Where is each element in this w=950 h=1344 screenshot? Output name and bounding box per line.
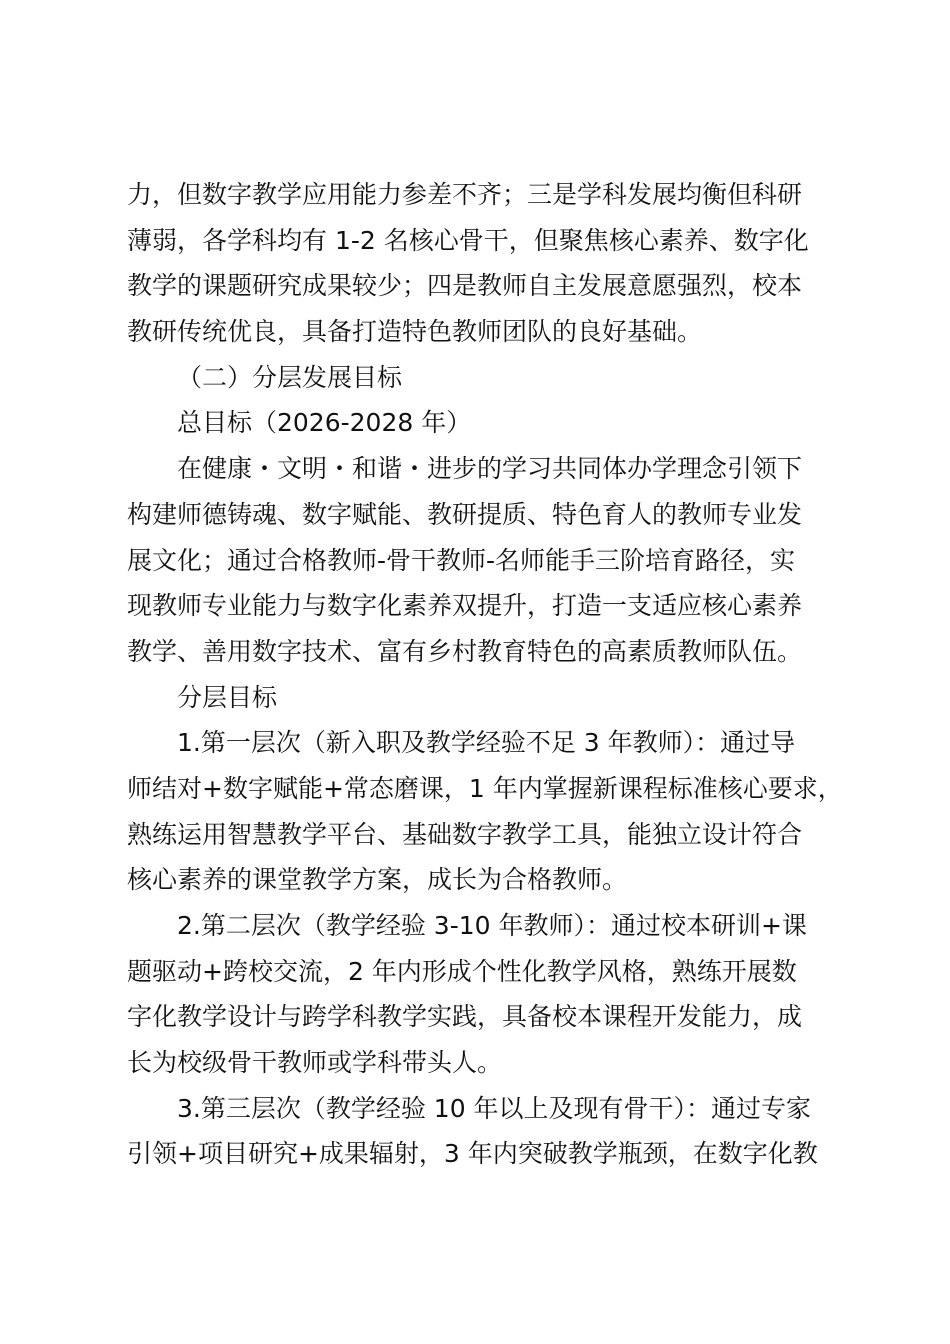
text-line: 3.第三层次（教学经验 10 年以上及现有骨干）：通过专家 — [177, 1093, 812, 1123]
text-line: 题驱动+跨校交流，2 年内形成个性化教学风格，熟练开展数 — [127, 956, 797, 986]
text-line: （二）分层发展目标 — [177, 362, 403, 392]
text-line: 薄弱，各学科均有 1-2 名核心骨干，但聚焦核心素养、数字化 — [127, 225, 809, 255]
text-line: 长为校级骨干教师或学科带头人。 — [127, 1048, 503, 1078]
text-line: 现教师专业能力与数字化素养双提升，打造一支适应核心素养 — [127, 591, 803, 621]
text-line: 1.第一层次（新入职及教学经验不足 3 年教师）：通过导 — [177, 728, 796, 758]
text-line: 分层目标 — [177, 682, 278, 712]
text-line: 总目标（2026-2028 年） — [177, 408, 472, 438]
text-line: 教研传统优良，具备打造特色教师团队的良好基础。 — [127, 317, 703, 347]
text-line: 教学的课题研究成果较少；四是教师自主发展意愿强烈，校本 — [127, 271, 803, 301]
text-line: 熟练运用智慧教学平台、基础数字教学工具，能独立设计符合 — [127, 819, 803, 849]
text-line: 字化教学设计与跨学科教学实践，具备校本课程开发能力，成 — [127, 1002, 803, 1032]
text-line: 在健康・文明・和谐・进步的学习共同体办学理念引领下 — [177, 454, 803, 484]
text-line: 力，但数字教学应用能力参差不齐；三是学科发展均衡但科研 — [127, 180, 803, 209]
body-text — [127, 172, 847, 1177]
text-line: 引领+项目研究+成果辐射，3 年内突破教学瓶颈，在数字化教 — [127, 1139, 818, 1169]
text-line: 教学、善用数字技术、富有乡村教育特色的高素质教师队伍。 — [127, 636, 803, 666]
text-line: 2.第二层次（教学经验 3-10 年教师）：通过校本研训+课 — [177, 911, 807, 940]
text-line: 师结对+数字赋能+常态磨课，1 年内掌握新课程标准核心要求， — [127, 773, 843, 803]
text-line: 核心素养的课堂教学方案，成长为合格教师。 — [127, 865, 628, 895]
text-line: 构建师德铸魂、数字赋能、教研提质、特色育人的教师专业发 — [127, 499, 803, 529]
text-line: 展文化；通过合格教师-骨干教师-名师能手三阶培育路径，实 — [127, 545, 796, 575]
